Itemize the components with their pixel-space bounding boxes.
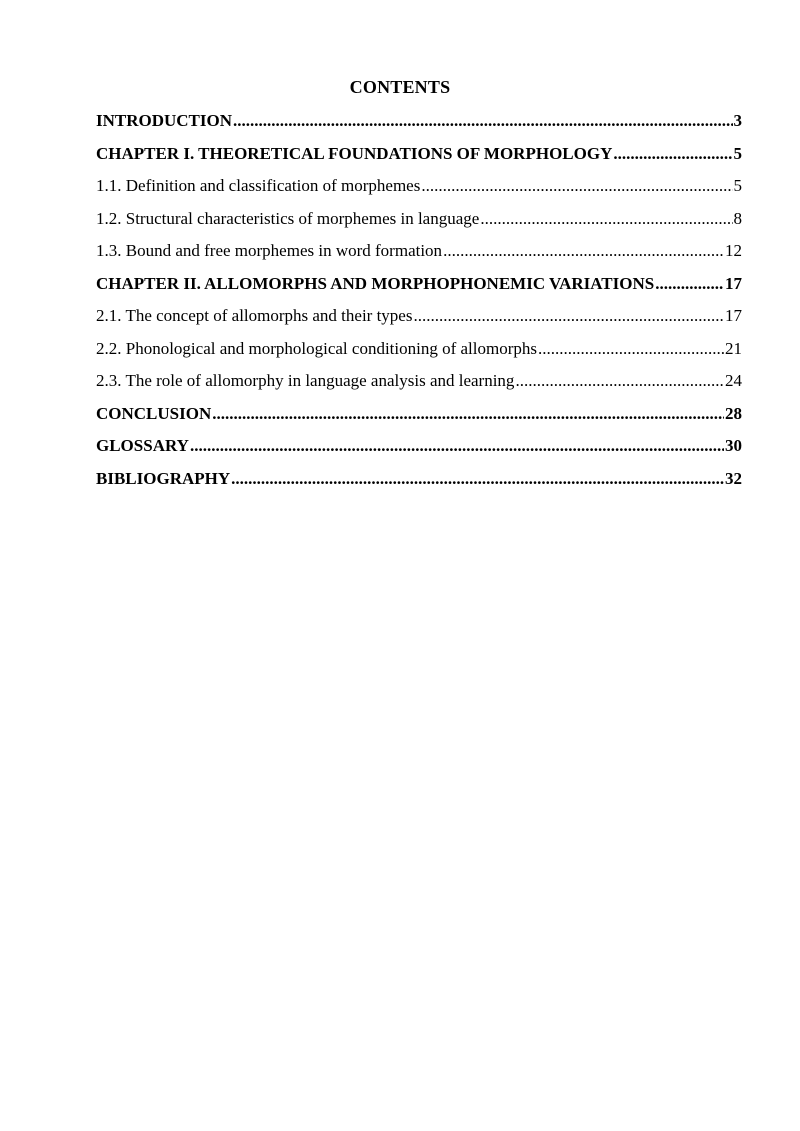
toc-entry-conclusion[interactable]: [96, 401, 742, 434]
toc-entry-page: 21: [725, 338, 742, 358]
toc-entry-label: 1.2. Structural characteristics of morphemes in language: [96, 208, 480, 228]
toc-entry-label: INTRODUCTION: [96, 111, 233, 130]
toc-entry-page: 30: [725, 436, 742, 455]
toc-leader-dots: [421, 173, 732, 199]
toc-entry-label: GLOSSARY: [96, 436, 189, 455]
toc-entry-page: 12: [725, 241, 742, 260]
toc-leader-dots: [212, 401, 724, 427]
toc-entry-label: CHAPTER I. THEORETICAL FOUNDATIONS OF MORPHOLOGY: [96, 143, 613, 163]
toc-entry-section-1-1[interactable]: [96, 173, 742, 206]
toc-entry-chapter-2[interactable]: [96, 271, 742, 304]
toc-leader-dots: [480, 206, 732, 232]
toc-entry-bibliography[interactable]: [96, 466, 742, 499]
toc-entry-label: CHAPTER II. ALLOMORPHS AND MORPHOPHONEMIC VARIATIONS: [96, 273, 655, 293]
toc-leader-dots: [515, 368, 724, 394]
toc-entry-page: 24: [725, 371, 742, 390]
toc-leader-dots: [231, 466, 724, 492]
toc-leader-dots: [538, 336, 724, 362]
toc-leader-dots: [190, 433, 724, 459]
toc-leader-dots: [233, 108, 732, 134]
toc-entry-page: 17: [725, 306, 742, 325]
toc-entry-page: 5: [733, 143, 742, 163]
toc-entry-label: 2.1. The concept of allomorphs and their types: [96, 306, 413, 325]
toc-entry-label: 1.3. Bound and free morphemes in word formation: [96, 241, 443, 260]
toc-entry-page: 3: [733, 111, 742, 130]
toc-entry-glossary[interactable]: [96, 433, 742, 466]
toc-entry-section-1-3[interactable]: [96, 238, 742, 271]
toc-entry-label: 2.3. The role of allomorphy in language analysis and learning: [96, 371, 515, 390]
toc-entry-page: 5: [733, 176, 742, 195]
toc-entry-chapter-1[interactable]: [96, 141, 742, 174]
toc-entry-label: CONCLUSION: [96, 403, 212, 423]
contents-heading: CONTENTS: [349, 77, 451, 97]
toc-entry-page: 17: [725, 273, 742, 293]
toc-leader-dots: [655, 271, 724, 297]
table-of-contents: [96, 108, 742, 498]
toc-entry-page: 8: [733, 208, 742, 228]
toc-entry-section-2-2[interactable]: [96, 336, 742, 369]
toc-entry-label: 1.1. Definition and classification of morphemes: [96, 176, 421, 195]
toc-entry-section-2-3[interactable]: [96, 368, 742, 401]
toc-leader-dots: [613, 141, 732, 167]
toc-leader-dots: [413, 303, 724, 329]
toc-entry-label: BIBLIOGRAPHY: [96, 468, 231, 488]
toc-entry-page: 32: [725, 468, 742, 488]
toc-entry-section-1-2[interactable]: [96, 206, 742, 239]
toc-entry-introduction[interactable]: [96, 108, 742, 141]
toc-entry-label: 2.2. Phonological and morphological conditioning of allomorphs: [96, 338, 537, 358]
toc-entry-page: 28: [725, 403, 742, 423]
toc-entry-section-2-1[interactable]: [96, 303, 742, 336]
toc-leader-dots: [443, 238, 724, 264]
